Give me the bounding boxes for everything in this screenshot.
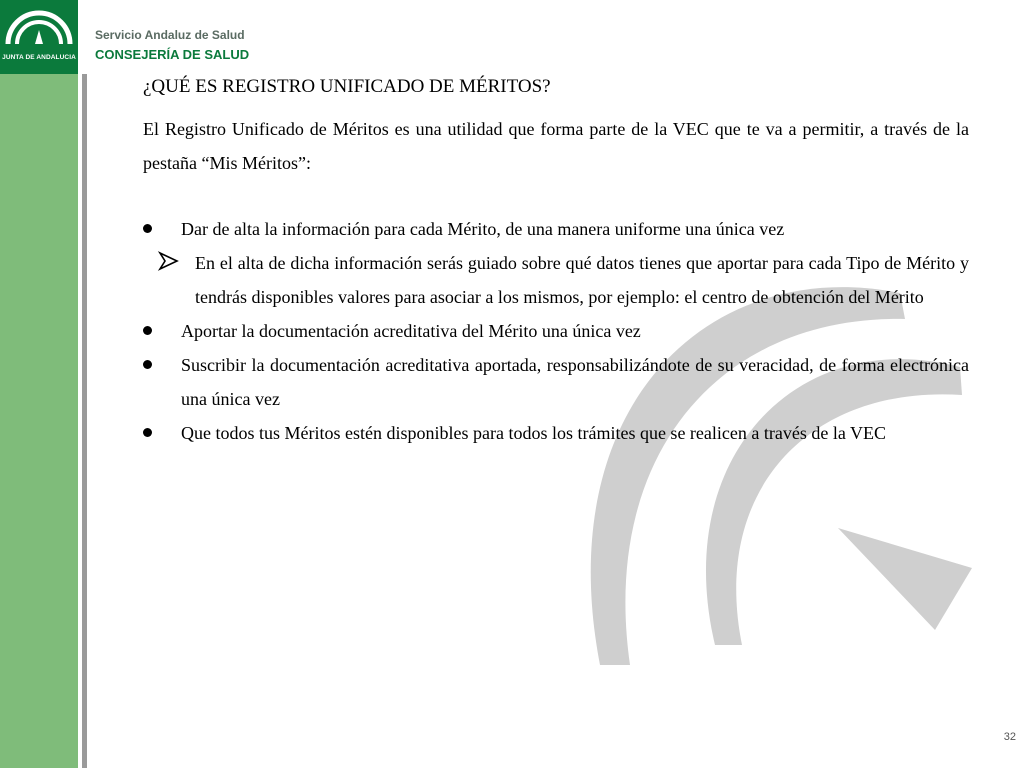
list-item bbox=[143, 416, 969, 450]
bullet-list bbox=[143, 212, 969, 450]
sub-list-item bbox=[143, 246, 969, 314]
list-item bbox=[143, 212, 969, 246]
left-green-band bbox=[0, 0, 78, 768]
bullet-text: Que todos tus Méritos estén disponibles para todos los trámites que se realicen a través de la VEC bbox=[181, 423, 887, 443]
list-item bbox=[143, 314, 969, 348]
bullet-dot-icon bbox=[143, 428, 152, 437]
list-item bbox=[143, 348, 969, 416]
bullet-text: Dar de alta la información para cada Mérito, de una manera uniforme una única vez bbox=[181, 219, 785, 239]
sub-bullet-text: En el alta de dicha información serás guiado sobre qué datos tienes que aportar para cada Tipo de Mérito y tendrás disponibles valores para asociar a los mismos, por ejemplo: el centro de obtención del Mérito bbox=[195, 253, 969, 307]
bullet-text: Aportar la documentación acreditativa del Mérito una única vez bbox=[181, 321, 641, 341]
junta-arch-icon bbox=[0, 0, 78, 54]
slide-title: ¿QUÉ ES REGISTRO UNIFICADO DE MÉRITOS? bbox=[143, 76, 551, 97]
bullet-dot-icon bbox=[143, 326, 152, 335]
org-name: Servicio Andaluz de Salud bbox=[95, 28, 245, 42]
bullet-dot-icon bbox=[143, 360, 152, 369]
page-number: 32 bbox=[1003, 731, 1016, 743]
org-department: CONSEJERÍA DE SALUD bbox=[95, 47, 250, 62]
logo-caption: JUNTA DE ANDALUCIA bbox=[2, 54, 76, 61]
arrowhead-bullet-icon bbox=[157, 250, 179, 272]
sub-bullet-list bbox=[143, 246, 969, 314]
bullet-dot-icon bbox=[143, 224, 152, 233]
slide-content bbox=[143, 72, 969, 450]
left-gray-rule bbox=[82, 74, 87, 768]
junta-logo bbox=[0, 0, 78, 74]
intro-paragraph: El Registro Unificado de Méritos es una utilidad que forma parte de la VEC que te va a permitir, a través de la pestaña “Mis Méritos”: bbox=[143, 119, 969, 173]
bullet-text: Suscribir la documentación acreditativa aportada, responsabilizándote de su veracidad, de forma electrónica una única vez bbox=[181, 355, 969, 409]
